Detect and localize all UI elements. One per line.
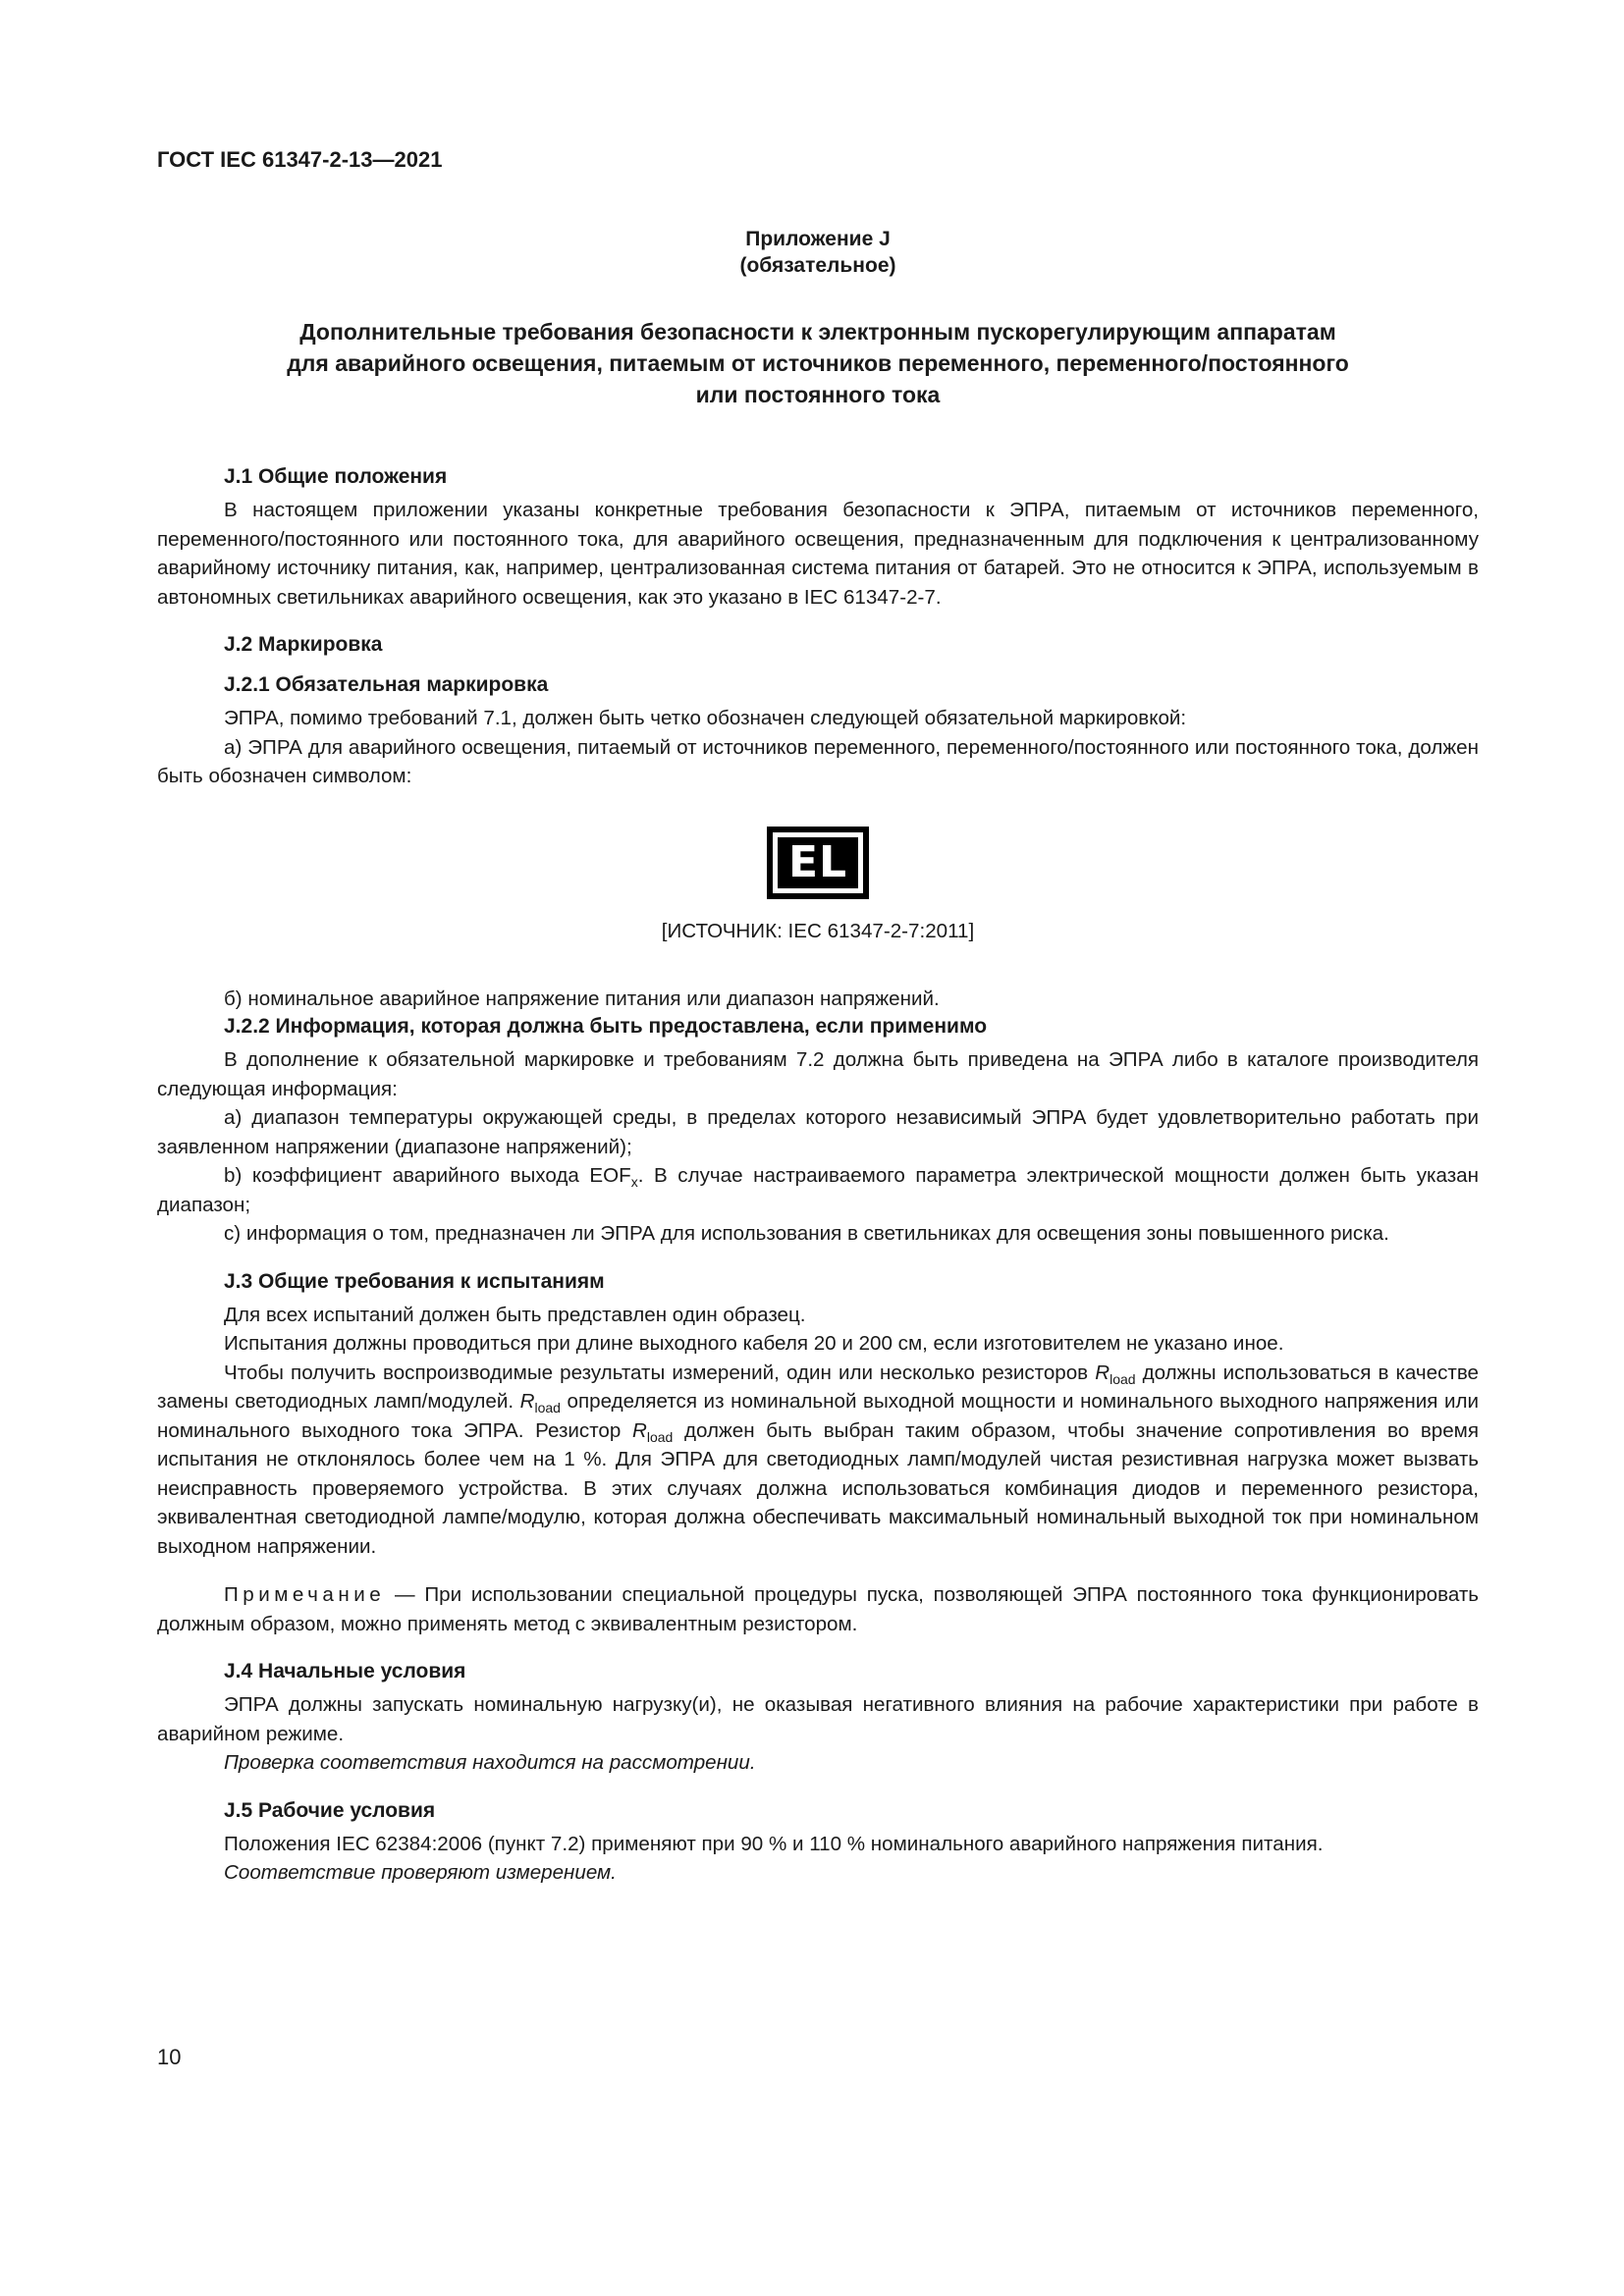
section-j1-heading: J.1 Общие положения bbox=[224, 465, 448, 488]
section-j3-note bbox=[157, 1580, 1479, 1638]
section-j3-p2: Испытания должны проводиться при длине выходного кабеля 20 и 200 см, если изготовителем не указано иное. bbox=[224, 1332, 1284, 1355]
document-page bbox=[157, 147, 1479, 2218]
appendix-title-line: или постоянного тока bbox=[695, 382, 941, 407]
appendix-title-line: для аварийного освещения, питаемым от источников переменного, переменного/постоянного bbox=[287, 350, 1349, 376]
item-b-text-post: . В случае настраиваемого параметра электрической мощности должен быть указан диапазон; bbox=[157, 1164, 1479, 1216]
r-subscript: load bbox=[534, 1400, 561, 1415]
page-number: 10 bbox=[157, 2045, 182, 2069]
el-symbol-text: EL bbox=[778, 837, 858, 888]
section-j3-p3 bbox=[157, 1359, 1479, 1562]
appendix-status: (обязательное) bbox=[739, 254, 896, 277]
section-j5-heading: J.5 Рабочие условия bbox=[224, 1798, 436, 1822]
symbol-source: [ИСТОЧНИК: IEC 61347-2-7:2011] bbox=[661, 919, 975, 942]
section-j5-p2: Соответствие проверяют измерением. bbox=[224, 1861, 617, 1884]
section-j3-p1: Для всех испытаний должен быть представлен один образец. bbox=[224, 1303, 806, 1326]
appendix-title bbox=[157, 316, 1479, 410]
item-b-text-pre: b) коэффициент аварийного выхода EOF bbox=[224, 1164, 631, 1187]
section-j22-item-a: а) диапазон температуры окружающей среды, в пределах которого независимый ЭПРА будет удовлетворительно работать при заявленном напряжении (диапазоне напряжений); bbox=[157, 1106, 1479, 1158]
section-j22-heading: J.2.2 Информация, которая должна быть предоставлена, если применимо bbox=[224, 1015, 988, 1038]
el-symbol-icon bbox=[767, 827, 869, 899]
r-subscript: load bbox=[646, 1428, 674, 1445]
section-j2-heading: J.2 Маркировка bbox=[224, 633, 383, 656]
section-j21-item-a: а) ЭПРА для аварийного освещения, питаемый от источников переменного, переменного/постоянного или постоянного тока, должен быть обозначен символом: bbox=[157, 735, 1479, 787]
text-run: должен быть выбран таким образом, чтобы значение сопротивления во время испытания не отклонялось более чем на 1 %. Для ЭПРА для светодиодных ламп/модулей чистая резистивная нагрузка может вызвать неисправность проверяемого устройства. В этих случаях должна использоваться комбинация диодов и переменного резистора, эквивалентная светодиодной лампе/модулю, которая должна обеспечивать максимальный номинальный выходной ток при номинальном выходном напряжении. bbox=[157, 1418, 1479, 1558]
text-run: определяется из номинальной выходной мощности и номинального выходного напряжения или номинального выходного тока ЭПРА. Резистор bbox=[157, 1390, 1479, 1442]
r-symbol: R bbox=[519, 1390, 535, 1413]
appendix-title-line: Дополнительные требования безопасности к электронным пускорегулирующим аппаратам bbox=[299, 319, 1336, 345]
section-j4-p2: Проверка соответствия находится на рассмотрении. bbox=[224, 1751, 756, 1774]
el-symbol-container bbox=[157, 827, 1479, 899]
section-j22-item-b bbox=[157, 1161, 1479, 1219]
appendix-label: Приложение J bbox=[745, 228, 891, 250]
section-j22-item-c: c) информация о том, предназначен ли ЭПРА для использования в светильниках для освещения зоны повышенного риска. bbox=[224, 1222, 1389, 1245]
section-j5-p1: Положения IEC 62384:2006 (пункт 7.2) применяют при 90 % и 110 % номинального аварийного напряжения питания. bbox=[224, 1832, 1324, 1855]
note-text: — При использовании специальной процедуры пуска, позволяющей ЭПРА постоянного тока функционировать должным образом, можно применять метод с эквивалентным резистором. bbox=[157, 1583, 1479, 1635]
r-symbol: R bbox=[632, 1418, 647, 1442]
r-symbol: R bbox=[1095, 1361, 1110, 1384]
note-label: Примечание bbox=[224, 1583, 386, 1606]
text-run: должны использоваться в качестве замены светодиодных ламп/модулей. bbox=[157, 1361, 1479, 1413]
section-j21-heading: J.2.1 Обязательная маркировка bbox=[224, 673, 549, 696]
eof-subscript: x bbox=[630, 1174, 638, 1190]
section-j3-heading: J.3 Общие требования к испытаниям bbox=[224, 1269, 605, 1293]
r-subscript: load bbox=[1110, 1370, 1136, 1387]
standard-id: ГОСТ IEC 61347-2-13—2021 bbox=[157, 147, 443, 172]
section-j22-intro: В дополнение к обязательной маркировке и требованиям 7.2 должна быть приведена на ЭПРА либо в каталоге производителя следующая информация: bbox=[157, 1048, 1479, 1100]
text-run: Чтобы получить воспроизводимые результаты измерений, один или несколько резисторов bbox=[224, 1361, 1096, 1384]
section-j21-item-b: б) номинальное аварийное напряжение питания или диапазон напряжений. bbox=[224, 987, 940, 1010]
section-j21-intro: ЭПРА, помимо требований 7.1, должен быть четко обозначен следующей обязательной маркировкой: bbox=[224, 707, 1187, 729]
section-j4-p1: ЭПРА должны запускать номинальную нагрузку(и), не оказывая негативного влияния на рабочие характеристики при работе в аварийном режиме. bbox=[157, 1693, 1479, 1745]
section-j4-heading: J.4 Начальные условия bbox=[224, 1660, 466, 1682]
section-j1-text: В настоящем приложении указаны конкретные требования безопасности к ЭПРА, питаемым от источников переменного, переменного/постоянного или постоянного тока, для аварийного освещения, предназначенным для подключения к централизованному аварийному источнику питания, как, например, централизованная система питания от батарей. Это не относится к ЭПРА, используемым в автономных светильниках аварийного освещения, как это указано в IEC 61347-2-7. bbox=[157, 499, 1479, 609]
